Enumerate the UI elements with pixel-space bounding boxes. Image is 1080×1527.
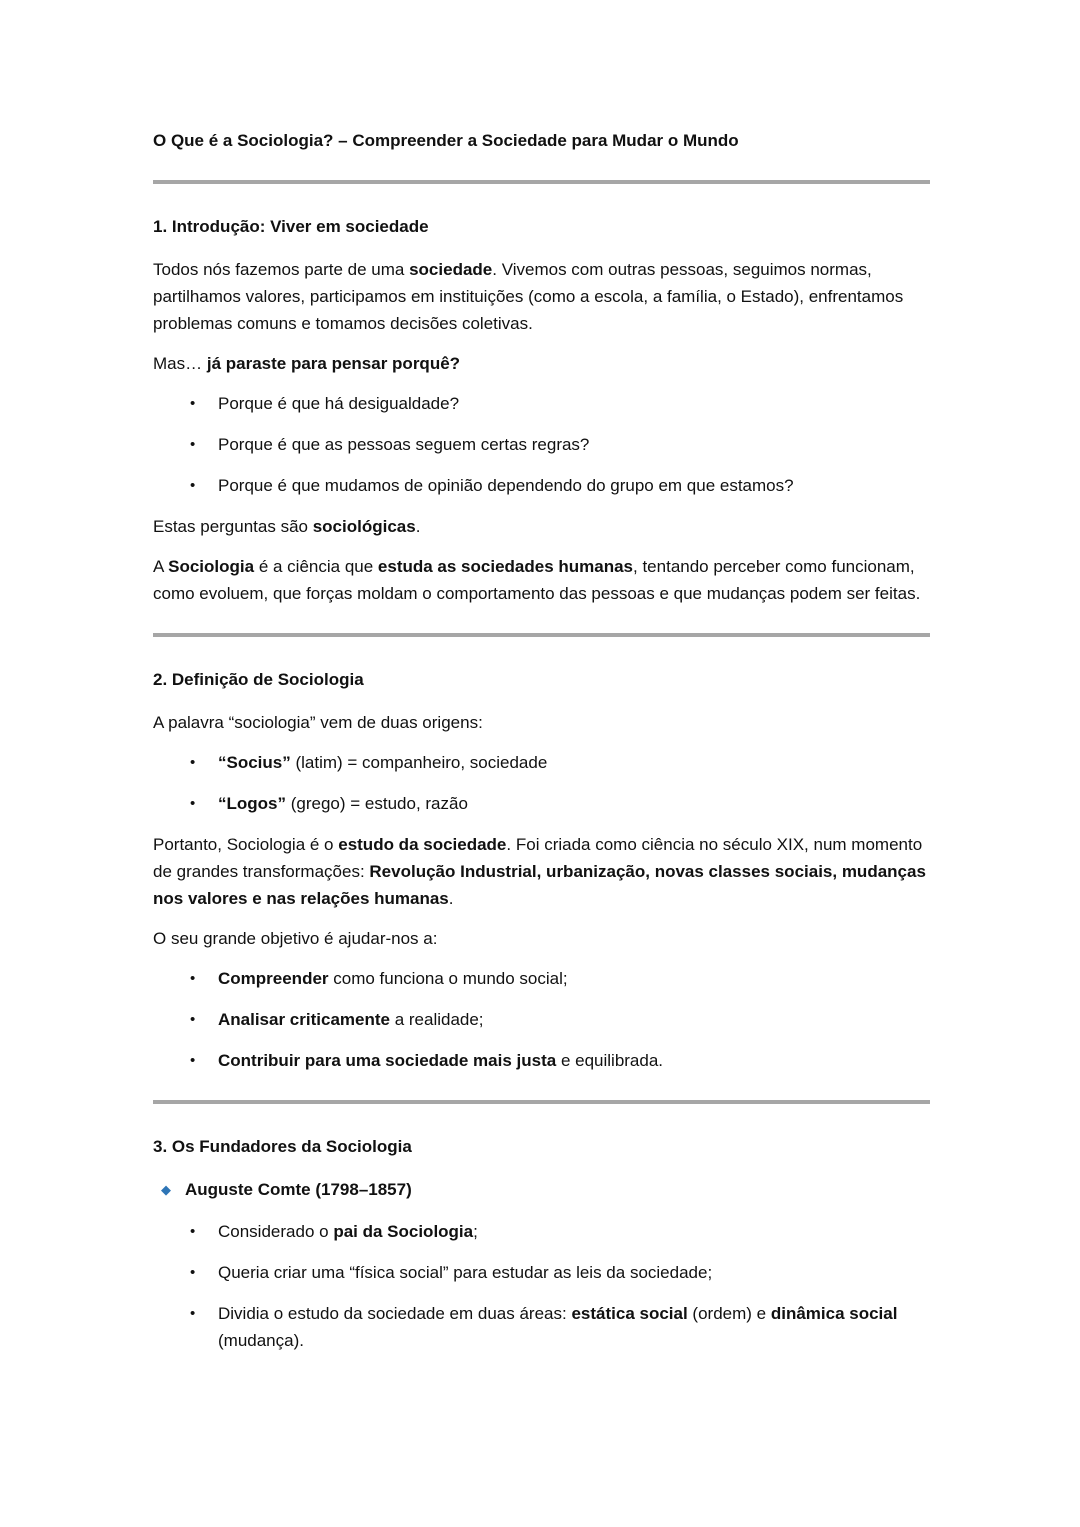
paragraph: Estas perguntas são sociológicas. [153, 517, 421, 536]
bullet-icon: • [190, 436, 196, 453]
list-item-text: Porque é que há desigualdade? [218, 394, 460, 413]
founder-list [153, 1176, 930, 1203]
bullet-icon: • [190, 754, 196, 771]
bullet-icon: • [190, 795, 196, 812]
section-introducao [153, 214, 930, 607]
list-item [153, 965, 930, 992]
paragraph: A palavra “sociologia” vem de duas origens: [153, 713, 483, 732]
section-definicao [153, 667, 930, 1074]
list-item-text: Considerado o pai da Sociologia; [218, 1222, 478, 1241]
section-divider [153, 633, 930, 637]
bullet-icon: • [190, 477, 196, 494]
list-item-text: Compreender como funciona o mundo social; [218, 969, 568, 988]
list-item-text: Porque é que mudamos de opinião dependendo do grupo em que estamos? [218, 476, 794, 495]
list-item-text: Contribuir para uma sociedade mais justa e equilibrada. [218, 1051, 664, 1070]
list-item-text: Analisar criticamente a realidade; [218, 1010, 484, 1029]
list-item-text: “Logos” (grego) = estudo, razão [218, 794, 468, 813]
document-title: O Que é a Sociologia? – Compreender a Sociedade para Mudar o Mundo [153, 131, 739, 150]
section-2-heading: 2. Definição de Sociologia [153, 670, 364, 689]
section-fundadores [153, 1134, 930, 1354]
paragraph: Todos nós fazemos parte de uma sociedade. Vivemos com outras pessoas, seguimos normas, partilhamos valores, participamos em instituições (como a escola, a família, o Estado), enfrentamos problemas comuns e tomamos decisões coletivas. [153, 260, 904, 333]
bullet-list [153, 965, 930, 1074]
bullet-icon: • [190, 1223, 196, 1240]
list-item-text: Queria criar uma “física social” para estudar as leis da sociedade; [218, 1263, 713, 1282]
bullet-icon: • [190, 1264, 196, 1281]
bullet-icon: • [190, 1052, 196, 1069]
list-item-text: “Socius” (latim) = companheiro, sociedade [218, 753, 548, 772]
bullet-icon: • [190, 970, 196, 987]
list-item [153, 1300, 930, 1354]
list-item [153, 472, 930, 499]
section-divider [153, 1100, 930, 1104]
section-divider [153, 180, 930, 184]
list-item [153, 790, 930, 817]
section-3-heading: 3. Os Fundadores da Sociologia [153, 1137, 412, 1156]
list-item [153, 1218, 930, 1245]
bullet-list [153, 1218, 930, 1354]
list-item [153, 390, 930, 417]
list-item [153, 1259, 930, 1286]
list-item [153, 1047, 930, 1074]
list-item-text: Dividia o estudo da sociedade em duas áreas: estática social (ordem) e dinâmica social (mudança). [218, 1304, 898, 1350]
bullet-icon: • [190, 1011, 196, 1028]
list-item-text: Porque é que as pessoas seguem certas regras? [218, 435, 590, 454]
bullet-list [153, 749, 930, 817]
paragraph: O seu grande objetivo é ajudar-nos a: [153, 929, 438, 948]
founder-item [153, 1176, 930, 1203]
founder-name: Auguste Comte (1798–1857) [185, 1180, 412, 1199]
bullet-list [153, 390, 930, 499]
section-1-heading: 1. Introdução: Viver em sociedade [153, 217, 429, 236]
list-item [153, 749, 930, 776]
bullet-icon: • [190, 1305, 196, 1322]
list-item [153, 431, 930, 458]
paragraph: A Sociologia é a ciência que estuda as sociedades humanas, tentando perceber como funcionam, como evoluem, que forças moldam o comportamento das pessoas e que mudanças podem ser feitas. [153, 557, 921, 603]
list-item [153, 1006, 930, 1033]
diamond-bullet-icon: ◆ [161, 1182, 171, 1197]
bullet-icon: • [190, 395, 196, 412]
paragraph: Portanto, Sociologia é o estudo da sociedade. Foi criada como ciência no século XIX, num momento de grandes transformações: Revolução Industrial, urbanização, novas classes sociais, mudanças nos valores e nas relações humanas. [153, 835, 926, 908]
paragraph: Mas… já paraste para pensar porquê? [153, 354, 461, 373]
